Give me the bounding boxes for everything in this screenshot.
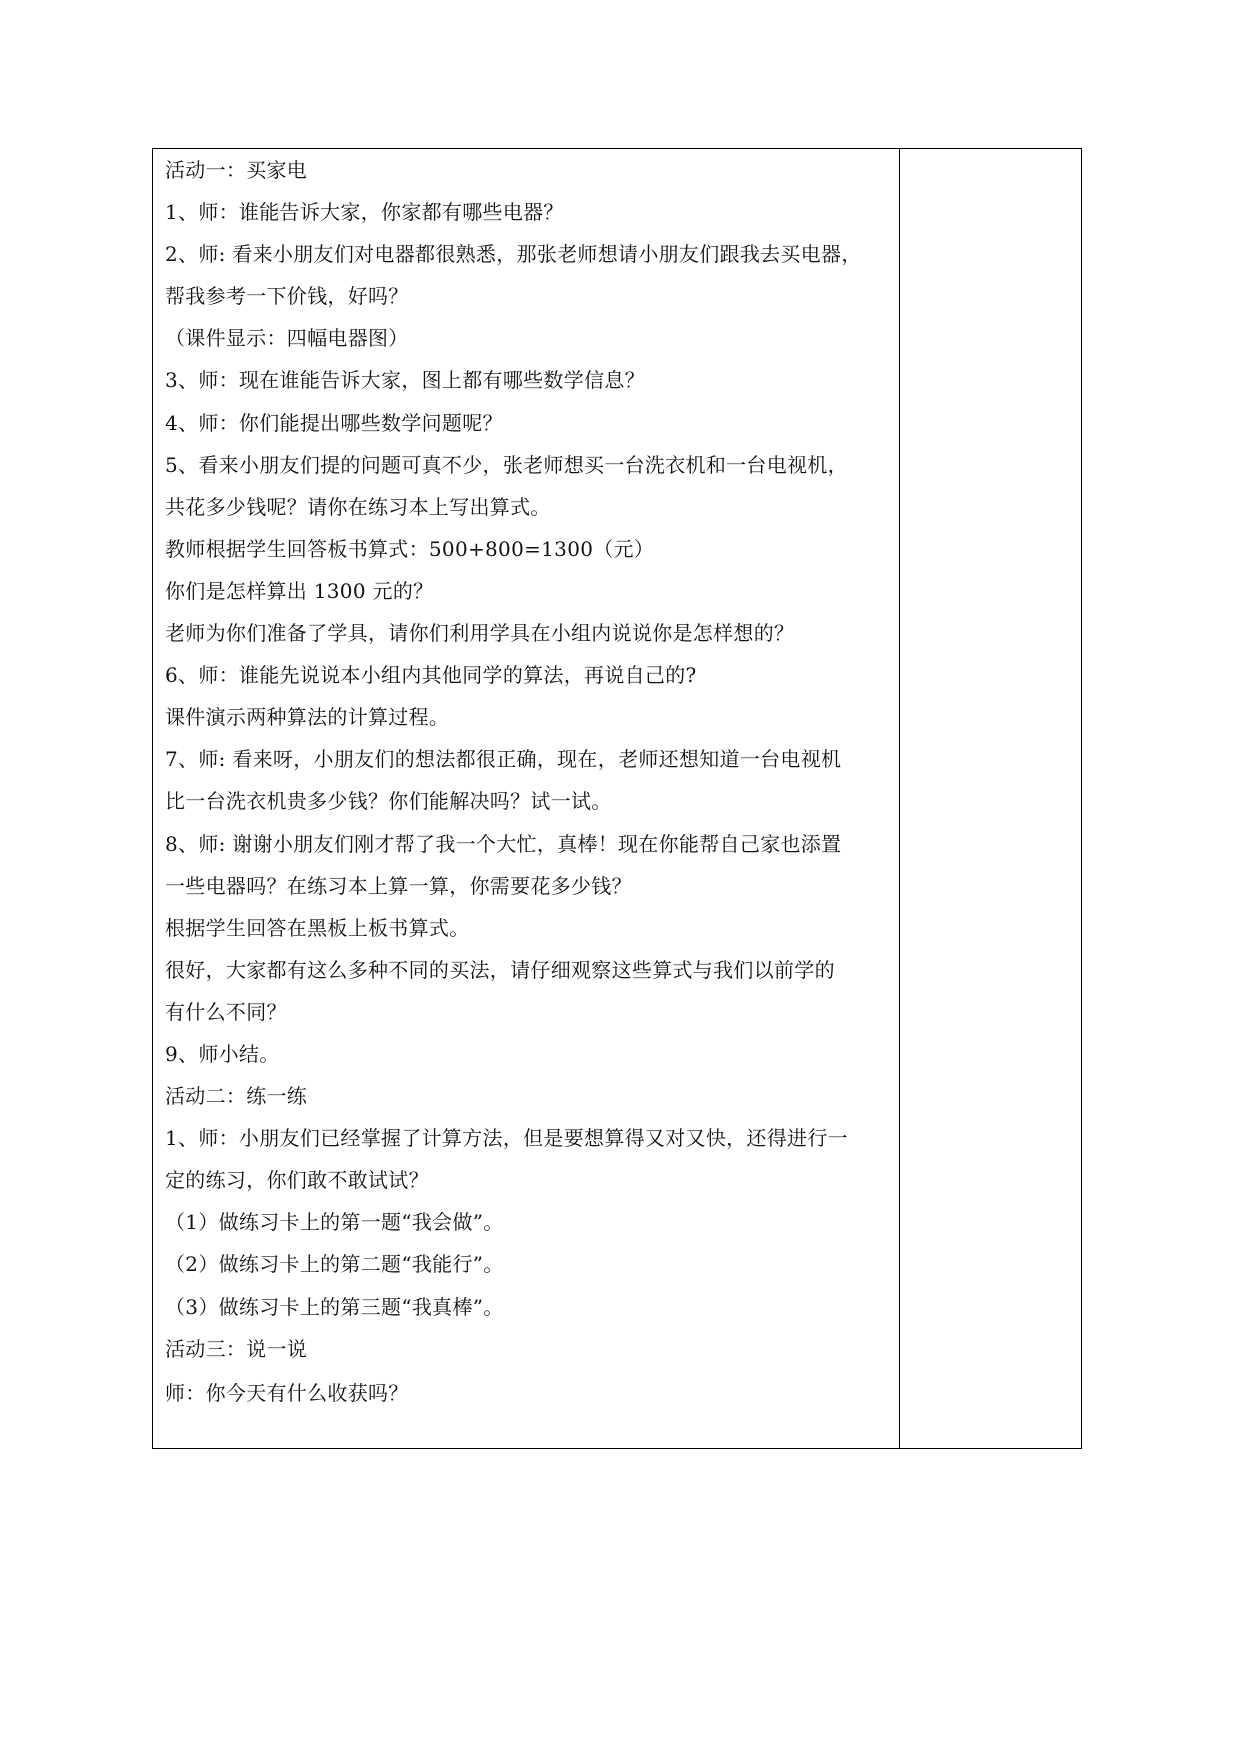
lesson-content-column xyxy=(153,149,900,1448)
text-line: 师：你今天有什么收获吗？ xyxy=(165,1380,409,1405)
text-line: 帮我参考一下价钱，好吗？ xyxy=(165,284,409,309)
text-line: （1）做练习卡上的第一题“我会做”。 xyxy=(165,1210,504,1235)
text-line: 9、师小结。 xyxy=(165,1041,280,1066)
text-line: 8、师: 谢谢小朋友们刚才帮了我一个大忙，真棒！现在你能帮自己家也添置 xyxy=(165,831,842,856)
text-line: 很好，大家都有这么多种不同的买法，请仔细观察这些算式与我们以前学的 xyxy=(165,957,835,982)
notes-column xyxy=(900,149,1081,1448)
text-line: 1、师：谁能告诉大家，你家都有哪些电器？ xyxy=(165,200,564,225)
text-line: 有什么不同？ xyxy=(165,999,287,1024)
text-line: （3）做练习卡上的第三题“我真棒”。 xyxy=(165,1294,504,1319)
text-line: 3、师：现在谁能告诉大家，图上都有哪些数学信息？ xyxy=(165,368,645,393)
text-line: （课件显示：四幅电器图） xyxy=(165,326,409,351)
text-line: 2、师: 看来小朋友们对电器都很熟悉，那张老师想请小朋友们跟我去买电器， xyxy=(165,242,862,267)
section-heading: 活动二：练一练 xyxy=(165,1084,308,1109)
text-line: 5、看来小朋友们提的问题可真不少，张老师想买一台洗衣机和一台电视机， xyxy=(165,452,848,477)
lesson-table xyxy=(152,148,1082,1449)
text-line: 7、师: 看来呀，小朋友们的想法都很正确，现在，老师还想知道一台电视机 xyxy=(165,747,842,772)
text-line: 根据学生回答在黑板上板书算式。 xyxy=(165,915,470,940)
text-line: 定的练习，你们敢不敢试试？ xyxy=(165,1168,429,1193)
text-line: 6、师：谁能先说说本小组内其他同学的算法，再说自己的? xyxy=(165,663,697,688)
text-line: 4、师：你们能提出哪些数学问题呢？ xyxy=(165,410,503,435)
text-line: 共花多少钱呢？请你在练习本上写出算式。 xyxy=(165,494,551,519)
text-line: 比一台洗衣机贵多少钱？你们能解决吗？试一试。 xyxy=(165,789,612,814)
text-line: 你们是怎样算出 1300 元的？ xyxy=(165,578,434,603)
text-line: 一些电器吗？在练习本上算一算，你需要花多少钱？ xyxy=(165,873,632,898)
text-line: 1、师：小朋友们已经掌握了计算方法，但是要想算得又对又快，还得进行一 xyxy=(165,1126,848,1151)
text-line: （2）做练习卡上的第二题“我能行”。 xyxy=(165,1252,504,1277)
section-heading: 活动三：说一说 xyxy=(165,1336,308,1361)
text-line: 教师根据学生回答板书算式：500+800=1300（元） xyxy=(165,536,655,561)
section-heading: 活动一：买家电 xyxy=(165,158,308,182)
text-line: 老师为你们准备了学具，请你们利用学具在小组内说说你是怎样想的？ xyxy=(165,621,795,646)
text-line: 课件演示两种算法的计算过程。 xyxy=(165,705,450,730)
